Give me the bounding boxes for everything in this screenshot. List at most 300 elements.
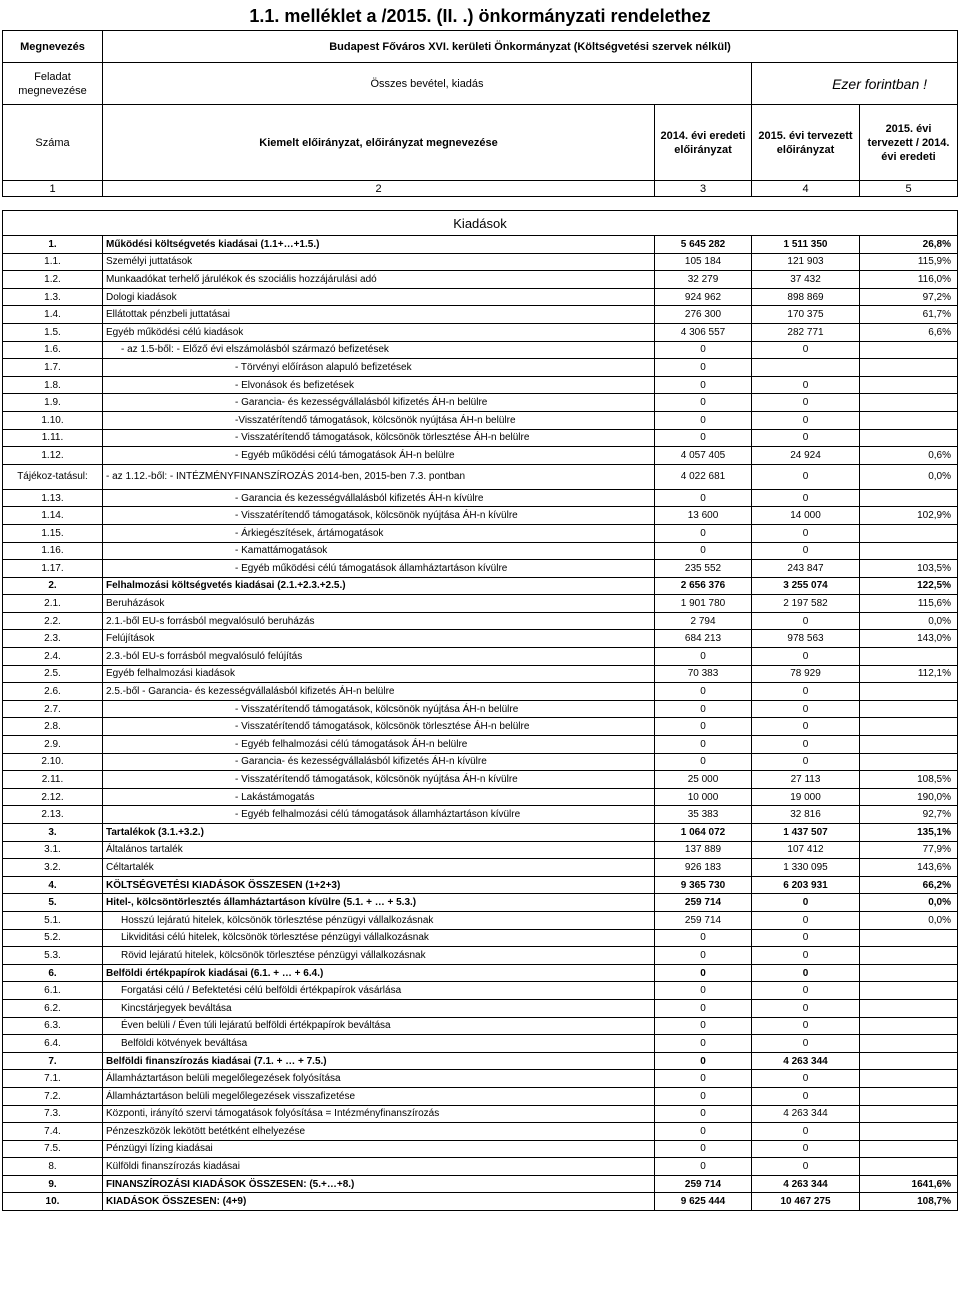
ratio-percent: [860, 736, 958, 754]
value-2015: 0: [752, 612, 860, 630]
value-2014: 684 213: [655, 630, 752, 648]
row-name: Államháztartáson belüli megelőlegezések visszafizetése: [103, 1087, 655, 1105]
row-number: 6.3.: [3, 1017, 103, 1035]
row-number: 7.4.: [3, 1123, 103, 1141]
row-number: 6.4.: [3, 1035, 103, 1053]
value-2015: 37 432: [752, 271, 860, 289]
row-number: 1.17.: [3, 560, 103, 578]
row-name: - Egyéb felhalmozási célú támogatások államháztartáson kívülre: [103, 806, 655, 824]
value-2014: 4 022 681: [655, 464, 752, 489]
ratio-percent: 61,7%: [860, 306, 958, 324]
value-2014: 0: [655, 411, 752, 429]
table-row: [3, 1175, 958, 1193]
ratio-percent: 92,7%: [860, 806, 958, 824]
row-name: -Visszatérítendő támogatások, kölcsönök nyújtása ÁH-n belülre: [103, 411, 655, 429]
table-row: [3, 236, 958, 254]
value-2014: 276 300: [655, 306, 752, 324]
table-row: [3, 824, 958, 842]
table-row: [3, 1070, 958, 1088]
value-2014: 926 183: [655, 859, 752, 877]
ratio-percent: 116,0%: [860, 271, 958, 289]
table-row: [3, 411, 958, 429]
value-2015: 0: [752, 999, 860, 1017]
value-2014: 1 064 072: [655, 824, 752, 842]
value-2014: 32 279: [655, 271, 752, 289]
value-2015: 0: [752, 648, 860, 666]
row-name: Éven belüli / Éven túli lejáratú belföldi értékpapírok beváltása: [103, 1017, 655, 1035]
table-row: [3, 753, 958, 771]
ratio-percent: [860, 542, 958, 560]
value-2015: 10 467 275: [752, 1193, 860, 1211]
table-row: [3, 788, 958, 806]
value-2014: 235 552: [655, 560, 752, 578]
row-number: 1.6.: [3, 341, 103, 359]
ratio-percent: [860, 648, 958, 666]
row-name: Dologi kiadások: [103, 288, 655, 306]
table-row: [3, 630, 958, 648]
value-2014: 0: [655, 1070, 752, 1088]
table-row: [3, 911, 958, 929]
row-number: 2.2.: [3, 612, 103, 630]
value-2015: 4 263 344: [752, 1105, 860, 1123]
value-2014: 0: [655, 341, 752, 359]
row-number: 5.2.: [3, 929, 103, 947]
value-2014: 0: [655, 524, 752, 542]
table-row: [3, 560, 958, 578]
value-2014: 259 714: [655, 1175, 752, 1193]
col-number: 5: [860, 181, 958, 197]
table-row: [3, 700, 958, 718]
row-name: - Visszatérítendő támogatások, kölcsönök nyújtása ÁH-n kívülre: [103, 507, 655, 525]
table-row: [3, 394, 958, 412]
value-2014: 4 057 405: [655, 447, 752, 465]
value-2015: 0: [752, 1035, 860, 1053]
table-row: [3, 253, 958, 271]
table-row: [3, 489, 958, 507]
row-number: 2.1.: [3, 595, 103, 613]
col-header-2014: 2014. évi eredeti előirányzat: [655, 105, 752, 181]
value-2014: 0: [655, 648, 752, 666]
value-2015: 282 771: [752, 323, 860, 341]
ratio-percent: 112,1%: [860, 665, 958, 683]
row-name: Egyéb működési célú kiadások: [103, 323, 655, 341]
value-2014: 105 184: [655, 253, 752, 271]
row-name: Államháztartáson belüli megelőlegezések folyósítása: [103, 1070, 655, 1088]
ratio-percent: [860, 1158, 958, 1176]
row-name: FINANSZÍROZÁSI KIADÁSOK ÖSSZESEN: (5.+…+8.): [103, 1175, 655, 1193]
task-name: Összes bevétel, kiadás: [103, 63, 752, 105]
row-number: 5.3.: [3, 947, 103, 965]
value-2014: 0: [655, 700, 752, 718]
row-name: 2.3.-ból EU-s forrásból megvalósuló felújítás: [103, 648, 655, 666]
row-number: 2.10.: [3, 753, 103, 771]
row-name: 2.1.-ből EU-s forrásból megvalósuló beruházás: [103, 612, 655, 630]
row-number: 2.: [3, 577, 103, 595]
table-row: [3, 447, 958, 465]
table-row: [3, 1035, 958, 1053]
value-2015: 32 816: [752, 806, 860, 824]
value-2014: 0: [655, 683, 752, 701]
value-2015: 0: [752, 411, 860, 429]
row-name: - Elvonások és befizetések: [103, 376, 655, 394]
row-number: 1.14.: [3, 507, 103, 525]
label-feladat: Feladat megnevezése: [3, 63, 103, 105]
value-2015: 0: [752, 700, 860, 718]
value-2015: 0: [752, 736, 860, 754]
row-name: 2.5.-ből - Garancia- és kezességvállalásból kifizetés ÁH-n belülre: [103, 683, 655, 701]
row-number: 1.2.: [3, 271, 103, 289]
table-row: [3, 1158, 958, 1176]
col-number: 4: [752, 181, 860, 197]
ratio-percent: 0,6%: [860, 447, 958, 465]
value-2014: 25 000: [655, 771, 752, 789]
ratio-percent: [860, 999, 958, 1017]
value-2014: 2 794: [655, 612, 752, 630]
section-title: Kiadások: [3, 211, 958, 236]
ratio-percent: [860, 683, 958, 701]
row-number: 2.8.: [3, 718, 103, 736]
label-szama: Száma: [3, 105, 103, 181]
row-name: Pénzügyi lízing kiadásai: [103, 1140, 655, 1158]
row-name: Belföldi értékpapírok kiadásai (6.1. + … + 6.4.): [103, 964, 655, 982]
unit-note: Ezer forintban !: [752, 63, 958, 105]
value-2015: 243 847: [752, 560, 860, 578]
row-number: 2.6.: [3, 683, 103, 701]
value-2015: 78 929: [752, 665, 860, 683]
table-row: [3, 859, 958, 877]
value-2014: 0: [655, 1052, 752, 1070]
row-number: 6.2.: [3, 999, 103, 1017]
row-name: - Visszatérítendő támogatások, kölcsönök nyújtása ÁH-n belülre: [103, 700, 655, 718]
table-row: [3, 1123, 958, 1141]
table-row: [3, 876, 958, 894]
value-2015: 898 869: [752, 288, 860, 306]
ratio-percent: 6,6%: [860, 323, 958, 341]
row-number: 1.10.: [3, 411, 103, 429]
row-name: - Kamattámogatások: [103, 542, 655, 560]
value-2015: 19 000: [752, 788, 860, 806]
ratio-percent: [860, 947, 958, 965]
value-2015: 0: [752, 341, 860, 359]
row-number: 7.1.: [3, 1070, 103, 1088]
table-row: [3, 271, 958, 289]
row-name: Belföldi finanszírozás kiadásai (7.1. + … + 7.5.): [103, 1052, 655, 1070]
ratio-percent: [860, 1017, 958, 1035]
table-row: [3, 359, 958, 377]
row-number: 3.1.: [3, 841, 103, 859]
row-number: 7.2.: [3, 1087, 103, 1105]
value-2014: 10 000: [655, 788, 752, 806]
row-name: Belföldi kötvények beváltása: [103, 1035, 655, 1053]
table-row: [3, 894, 958, 912]
row-name: KÖLTSÉGVETÉSI KIADÁSOK ÖSSZESEN (1+2+3): [103, 876, 655, 894]
page-title: 1.1. melléklet a /2015. (II. .) önkormányzati rendelethez: [249, 6, 711, 26]
value-2014: 70 383: [655, 665, 752, 683]
row-number: 1.12.: [3, 447, 103, 465]
table-row: [3, 718, 958, 736]
value-2014: 0: [655, 1035, 752, 1053]
col-header-2015: 2015. évi tervezett előirányzat: [752, 105, 860, 181]
table-row: [3, 841, 958, 859]
table-row: [3, 982, 958, 1000]
value-2014: 0: [655, 999, 752, 1017]
ratio-percent: [860, 359, 958, 377]
ratio-percent: [860, 429, 958, 447]
ratio-percent: 108,7%: [860, 1193, 958, 1211]
value-2014: 259 714: [655, 894, 752, 912]
row-name: - Árkiegészítések, ártámogatások: [103, 524, 655, 542]
value-2014: 0: [655, 1017, 752, 1035]
row-name: Felújítások: [103, 630, 655, 648]
table-row: [3, 542, 958, 560]
value-2015: 0: [752, 464, 860, 489]
row-number: 1.4.: [3, 306, 103, 324]
row-name: - Garancia- és kezességvállalásból kifizetés ÁH-n belülre: [103, 394, 655, 412]
row-number: 1.8.: [3, 376, 103, 394]
value-2015: 3 255 074: [752, 577, 860, 595]
ratio-percent: 0,0%: [860, 464, 958, 489]
value-2014: 13 600: [655, 507, 752, 525]
value-2014: 0: [655, 1140, 752, 1158]
value-2014: 0: [655, 753, 752, 771]
ratio-percent: [860, 753, 958, 771]
ratio-percent: [860, 394, 958, 412]
table-row: [3, 1193, 958, 1211]
value-2014: 0: [655, 1123, 752, 1141]
value-2014: 137 889: [655, 841, 752, 859]
ratio-percent: [860, 1087, 958, 1105]
col-number: 1: [3, 181, 103, 197]
table-row: [3, 1087, 958, 1105]
ratio-percent: 115,9%: [860, 253, 958, 271]
col-header-ratio: 2015. évi tervezett / 2014. évi eredeti: [860, 105, 958, 181]
value-2014: 0: [655, 718, 752, 736]
value-2015: 0: [752, 429, 860, 447]
value-2015: 0: [752, 683, 860, 701]
ratio-percent: [860, 1105, 958, 1123]
ratio-percent: 103,5%: [860, 560, 958, 578]
value-2014: 0: [655, 1105, 752, 1123]
value-2015: 0: [752, 929, 860, 947]
col-number: 2: [103, 181, 655, 197]
row-name: Munkaadókat terhelő járulékok és szociális hozzájárulási adó: [103, 271, 655, 289]
table-row: [3, 507, 958, 525]
ratio-percent: 143,0%: [860, 630, 958, 648]
row-name: Külföldi finanszírozás kiadásai: [103, 1158, 655, 1176]
table-row: [3, 577, 958, 595]
row-number: 2.5.: [3, 665, 103, 683]
value-2015: [752, 359, 860, 377]
row-name: Egyéb felhalmozási kiadások: [103, 665, 655, 683]
ratio-percent: 0,0%: [860, 911, 958, 929]
value-2015: 24 924: [752, 447, 860, 465]
value-2014: 0: [655, 376, 752, 394]
ratio-percent: [860, 982, 958, 1000]
row-number: 1.9.: [3, 394, 103, 412]
table-row: [3, 999, 958, 1017]
row-number: 6.1.: [3, 982, 103, 1000]
ratio-percent: 122,5%: [860, 577, 958, 595]
table-row: [3, 1105, 958, 1123]
row-number: 1.7.: [3, 359, 103, 377]
row-name: Központi, irányító szervi támogatások folyósítása = Intézményfinanszírozás: [103, 1105, 655, 1123]
table-row: [3, 376, 958, 394]
ratio-percent: 0,0%: [860, 894, 958, 912]
value-2014: 9 625 444: [655, 1193, 752, 1211]
value-2015: 107 412: [752, 841, 860, 859]
table-row: [3, 306, 958, 324]
row-name: - az 1.5-ből: - Előző évi elszámolásból származó befizetések: [103, 341, 655, 359]
value-2014: 9 365 730: [655, 876, 752, 894]
row-number: 2.9.: [3, 736, 103, 754]
row-name: Rövid lejáratú hitelek, kölcsönök törlesztése pénzügyi vállalkozásnak: [103, 947, 655, 965]
ratio-percent: 26,8%: [860, 236, 958, 254]
table-row: [3, 665, 958, 683]
ratio-percent: [860, 376, 958, 394]
value-2015: 0: [752, 394, 860, 412]
expenditure-table: [2, 210, 958, 1211]
value-2014: 0: [655, 964, 752, 982]
ratio-percent: [860, 700, 958, 718]
row-number: 2.11.: [3, 771, 103, 789]
value-2014: 924 962: [655, 288, 752, 306]
row-number: Tájékoz-tatásul:: [3, 464, 103, 489]
row-name: Céltartalék: [103, 859, 655, 877]
row-number: 1.11.: [3, 429, 103, 447]
value-2015: 0: [752, 894, 860, 912]
row-number: 2.12.: [3, 788, 103, 806]
row-number: 1.3.: [3, 288, 103, 306]
table-row: [3, 1140, 958, 1158]
row-number: 1.1.: [3, 253, 103, 271]
row-number: 1.5.: [3, 323, 103, 341]
value-2015: 1 511 350: [752, 236, 860, 254]
ratio-percent: 1641,6%: [860, 1175, 958, 1193]
row-number: 2.4.: [3, 648, 103, 666]
row-name: - Egyéb felhalmozási célú támogatások ÁH-n belülre: [103, 736, 655, 754]
value-2015: 0: [752, 376, 860, 394]
value-2015: 1 437 507: [752, 824, 860, 842]
table-row: [3, 771, 958, 789]
table-row: [3, 429, 958, 447]
value-2015: 0: [752, 542, 860, 560]
table-row: [3, 341, 958, 359]
label-megnevezes: Megnevezés: [3, 31, 103, 63]
ratio-percent: 97,2%: [860, 288, 958, 306]
organization-name: Budapest Főváros XVI. kerületi Önkormányzat (Költségvetési szervek nélkül): [103, 31, 958, 63]
ratio-percent: 0,0%: [860, 612, 958, 630]
row-number: 8.: [3, 1158, 103, 1176]
table-row: [3, 1052, 958, 1070]
ratio-percent: [860, 718, 958, 736]
row-name: Likviditási célú hitelek, kölcsönök törlesztése pénzügyi vállalkozásnak: [103, 929, 655, 947]
ratio-percent: [860, 1123, 958, 1141]
value-2015: 4 263 344: [752, 1175, 860, 1193]
value-2015: 0: [752, 1140, 860, 1158]
row-name: KIADÁSOK ÖSSZESEN: (4+9): [103, 1193, 655, 1211]
row-number: 7.: [3, 1052, 103, 1070]
value-2015: 0: [752, 489, 860, 507]
table-row: [3, 464, 958, 489]
row-number: 4.: [3, 876, 103, 894]
row-number: 7.5.: [3, 1140, 103, 1158]
table-row: [3, 1017, 958, 1035]
value-2014: 0: [655, 1087, 752, 1105]
value-2014: 0: [655, 489, 752, 507]
value-2015: 0: [752, 753, 860, 771]
value-2014: 5 645 282: [655, 236, 752, 254]
header-table: [2, 30, 958, 197]
value-2014: 0: [655, 947, 752, 965]
row-number: 2.3.: [3, 630, 103, 648]
value-2014: 0: [655, 982, 752, 1000]
ratio-percent: 115,6%: [860, 595, 958, 613]
value-2015: 27 113: [752, 771, 860, 789]
ratio-percent: 135,1%: [860, 824, 958, 842]
row-number: 1.13.: [3, 489, 103, 507]
value-2015: 170 375: [752, 306, 860, 324]
table-row: [3, 524, 958, 542]
value-2014: 0: [655, 394, 752, 412]
ratio-percent: 66,2%: [860, 876, 958, 894]
col-header-name: Kiemelt előirányzat, előirányzat megnevezése: [103, 105, 655, 181]
value-2015: 121 903: [752, 253, 860, 271]
value-2014: 0: [655, 429, 752, 447]
value-2014: 0: [655, 736, 752, 754]
value-2015: 6 203 931: [752, 876, 860, 894]
row-name: Beruházások: [103, 595, 655, 613]
table-row: [3, 964, 958, 982]
row-name: Működési költségvetés kiadásai (1.1+…+1.5.): [103, 236, 655, 254]
table-row: [3, 595, 958, 613]
table-row: [3, 929, 958, 947]
table-row: [3, 288, 958, 306]
row-name: Forgatási célú / Befektetési célú belföldi értékpapírok vásárlása: [103, 982, 655, 1000]
value-2015: 0: [752, 1123, 860, 1141]
value-2014: 35 383: [655, 806, 752, 824]
table-row: [3, 806, 958, 824]
value-2015: 0: [752, 1087, 860, 1105]
value-2014: 4 306 557: [655, 323, 752, 341]
value-2014: 0: [655, 1158, 752, 1176]
row-number: 5.1.: [3, 911, 103, 929]
table-row: [3, 612, 958, 630]
row-name: - Visszatérítendő támogatások, kölcsönök törlesztése ÁH-n belülre: [103, 429, 655, 447]
row-name: Tartalékok (3.1.+3.2.): [103, 824, 655, 842]
ratio-percent: [860, 964, 958, 982]
row-name: Pénzeszközök lekötött betétként elhelyezése: [103, 1123, 655, 1141]
row-name: Hitel-, kölcsöntörlesztés államháztartáson kívülre (5.1. + … + 5.3.): [103, 894, 655, 912]
value-2015: 0: [752, 1070, 860, 1088]
row-number: 1.15.: [3, 524, 103, 542]
value-2014: 2 656 376: [655, 577, 752, 595]
ratio-percent: [860, 524, 958, 542]
ratio-percent: [860, 1070, 958, 1088]
ratio-percent: [860, 341, 958, 359]
value-2015: 2 197 582: [752, 595, 860, 613]
value-2014: 0: [655, 542, 752, 560]
value-2014: 0: [655, 359, 752, 377]
ratio-percent: 190,0%: [860, 788, 958, 806]
row-number: 7.3.: [3, 1105, 103, 1123]
value-2015: 0: [752, 947, 860, 965]
ratio-percent: [860, 929, 958, 947]
row-name: Hosszú lejáratú hitelek, kölcsönök törlesztése pénzügyi vállalkozásnak: [103, 911, 655, 929]
ratio-percent: 77,9%: [860, 841, 958, 859]
row-name: - Lakástámogatás: [103, 788, 655, 806]
table-row: [3, 736, 958, 754]
row-number: 1.: [3, 236, 103, 254]
